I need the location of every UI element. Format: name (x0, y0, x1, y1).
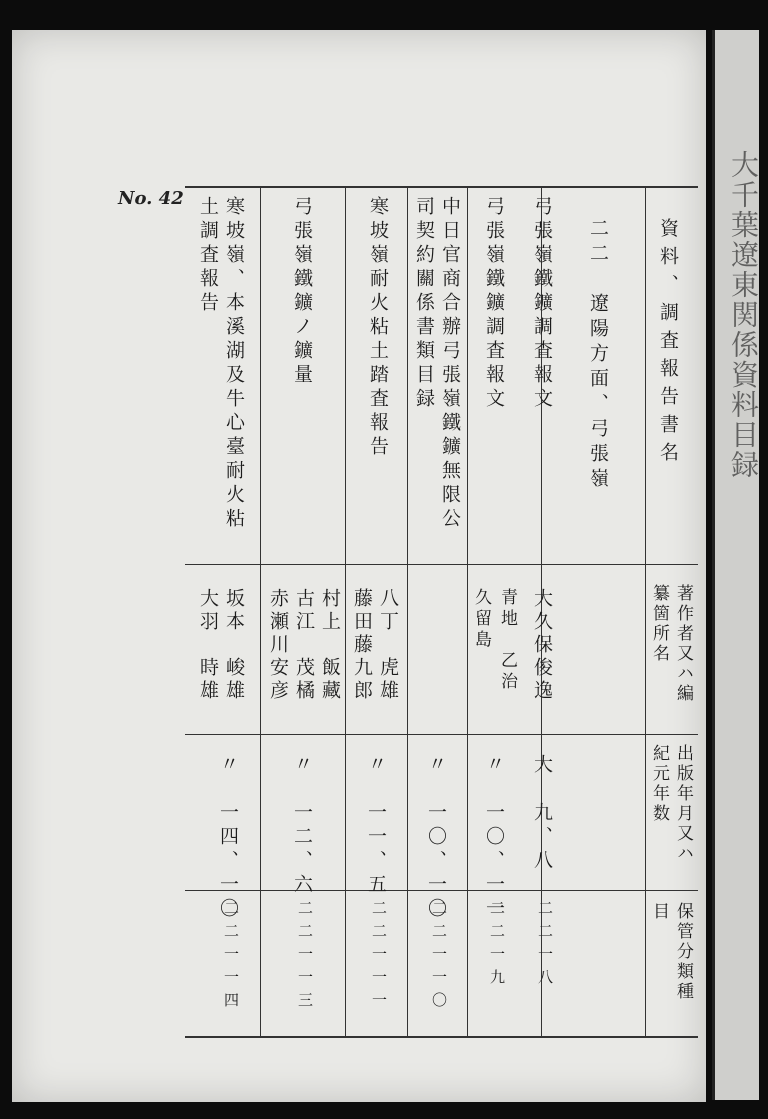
row-3-date: 〃 一〇、一〇 (425, 754, 447, 922)
header-author: 著作者又ハ編纂箇所名 (649, 584, 693, 704)
row-2-title: 弓張嶺鐵鑛調査報文 (483, 196, 505, 412)
row-2-date: 〃 一〇、一一 (483, 754, 505, 922)
row-6-author: 坂本 峻雄 大羽 時雄 (197, 588, 245, 703)
row-3-title: 中日官商合辦弓張嶺鐵鑛無限公 司契約關係書類目録 (413, 196, 461, 532)
row-6-title: 寒坡嶺、本溪湖及牛心臺耐火粘 土調査報告 (197, 196, 245, 532)
header-date: 出版年月又ハ紀元年数 (649, 744, 693, 864)
row-1-author: 大久保俊逸 (531, 588, 553, 703)
row-5-author: 村上 飯藏 古江 茂橘 赤瀬川安彦 (267, 588, 341, 703)
row-5-class: 二二一一三 (296, 900, 314, 1015)
row-4-date: 〃 一一、五 (365, 754, 387, 898)
row-2-class: 二二一九 (488, 900, 506, 992)
row-4-author: 八丁 虎雄 藤田藤九郎 (351, 588, 399, 703)
column-line (645, 188, 646, 1036)
band-line-title-author (185, 564, 698, 565)
row-4-title: 寒坡嶺耐火粘土踏査報告 (367, 196, 389, 460)
column-line (260, 188, 261, 1036)
row-4-class: 二二一一一 (370, 900, 388, 1015)
column-line (345, 188, 346, 1036)
row-5-date: 〃 一二、六 (291, 754, 313, 898)
row-1-date: 大 九、八 (531, 754, 553, 874)
page-number: No. 42 (118, 188, 184, 209)
header-class: 保管分類種目 (649, 902, 693, 1002)
band-line-author-date (185, 734, 698, 735)
row-6-date: 〃 一四、一〇 (217, 754, 239, 922)
column-line (407, 188, 408, 1036)
spine-text: 大千葉遼東関係資料目録 (727, 150, 760, 480)
header-title: 資料、調査報告書名 (657, 218, 679, 470)
row-1-title: 弓張嶺鐵鑛調査報文 (531, 196, 553, 412)
row-3-class: 二二一一〇 (430, 900, 448, 1015)
row-1-class: 二二一八 (536, 900, 554, 992)
row-5-title: 弓張嶺鐵鑛ノ鑛量 (291, 196, 313, 388)
ledger-table (185, 186, 698, 1038)
row-2-author: 青地 乙治 久留島 (471, 588, 517, 693)
section-heading: 二二 遼陽方面、弓張嶺 (587, 218, 609, 493)
adjacent-page-spine (712, 30, 759, 1100)
row-6-class: 二二一一四 (222, 900, 240, 1015)
